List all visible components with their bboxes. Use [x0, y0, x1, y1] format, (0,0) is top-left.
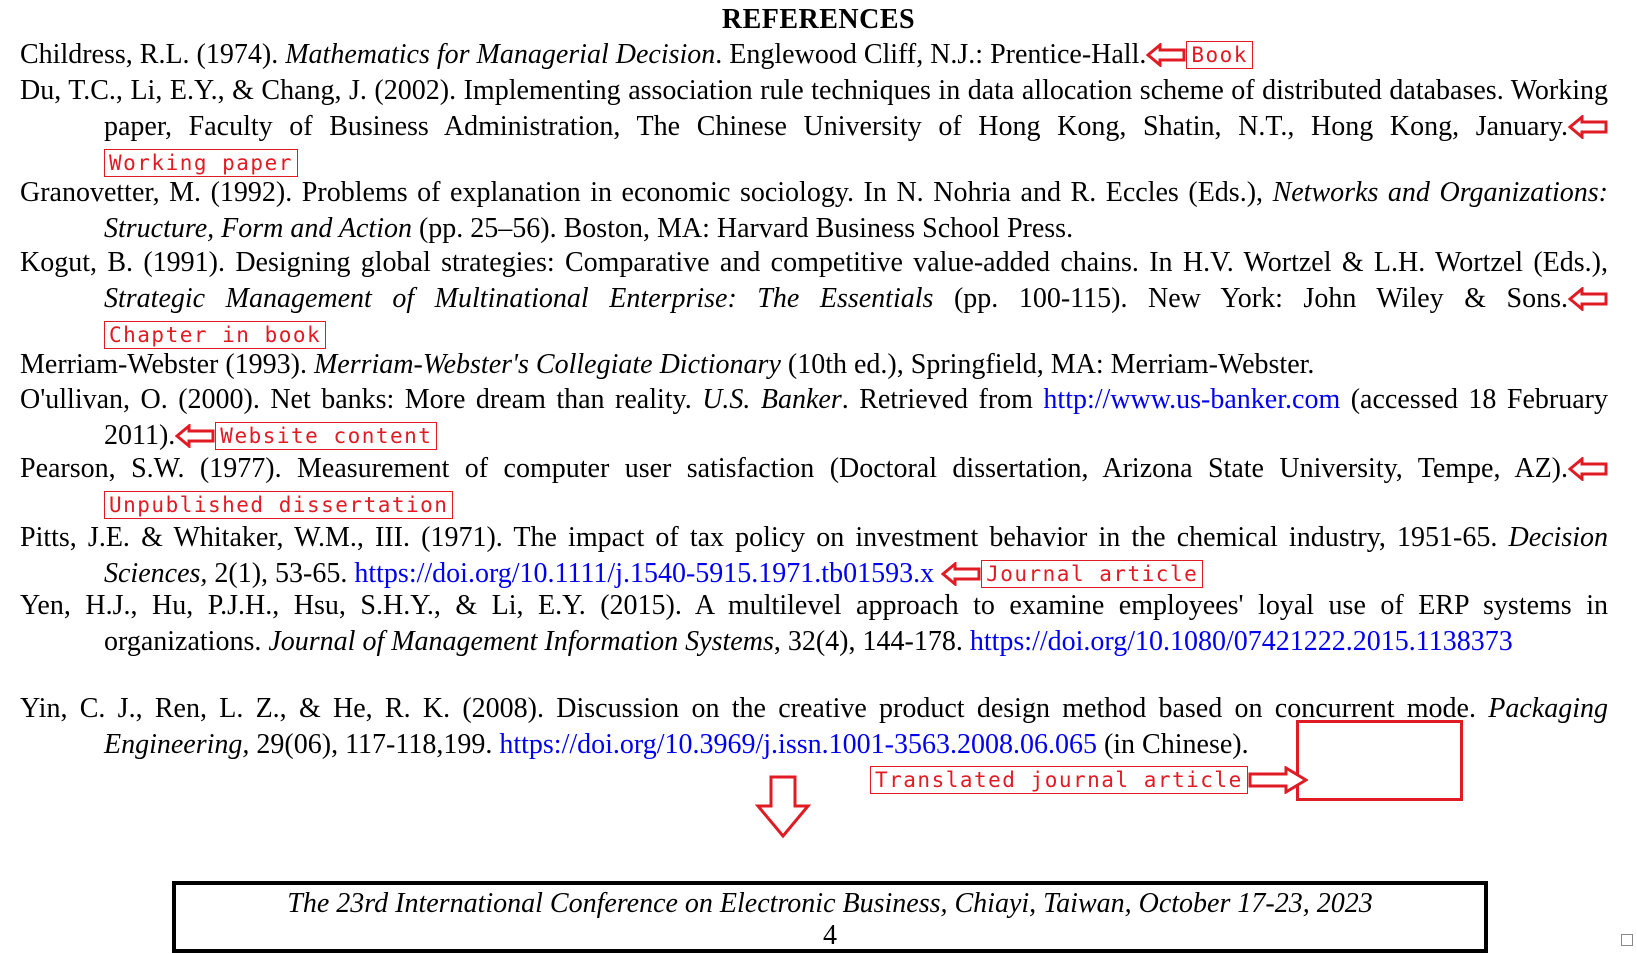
left-arrow-icon [175, 424, 215, 448]
left-arrow-icon [1146, 43, 1186, 67]
ref-title: U.S. Banker [702, 384, 842, 415]
ref-link[interactable]: http://www.us-banker.com [1043, 384, 1341, 415]
annotation-unpublished-dissertation: Unpublished dissertation [104, 491, 453, 519]
ref-authors: Yin, C. J., Ren, L. Z., & He, R. K. (2008). Discussion on the creative product design method based on concurrent mode. [20, 693, 1489, 724]
ref-title: Packaging Engineering, [104, 693, 1608, 760]
annotation-chapter-in-book: Chapter in book [104, 321, 326, 349]
references-heading: REFERENCES [721, 4, 916, 35]
reference-granovetter [20, 175, 1608, 247]
highlight-box [1296, 720, 1463, 801]
ref-authors: Yen, H.J., Hu, P.J.H., Hsu, S.H.Y., & Li, E.Y. (2015). A multilevel approach to examine employees' loyal use of ERP systems in organizations. [20, 590, 1608, 657]
ref-text: Du, T.C., Li, E.Y., & Chang, J. (2002). Implementing association rule techniques in data allocation scheme of distributed databases. Working paper, Faculty of Business Administration, The Chinese University of Hong Kong, Shatin, N.T., Hong Kong, January. [20, 75, 1608, 142]
reference-pearson [20, 451, 1608, 523]
ref-volume: , 32(4), 144-178. [773, 626, 970, 657]
ref-authors: O'ullivan, O. (2000). Net banks: More dream than reality. [20, 384, 703, 415]
annotation-translated-journal-article: Translated journal article [870, 766, 1248, 794]
ref-link[interactable]: https://doi.org/10.3969/j.issn.1001-3563.2008.06.065 [499, 729, 1097, 760]
left-arrow-icon [1568, 287, 1608, 311]
ref-title: Networks and Organizations: Structure, Form and Action [104, 177, 1609, 244]
ref-authors: Kogut, B. (1991). Designing global strategies: Comparative and competitive value-added chains. In H.V. Wortzel & L.H. Wortzel (Eds.), [20, 247, 1608, 278]
down-arrow-icon [755, 774, 811, 840]
ref-volume: 29(06), 117-118,199. [249, 729, 500, 760]
ref-title: Strategic Management of Multinational Enterprise: The Essentials [104, 283, 934, 314]
annotation-website-content: Website content [215, 422, 437, 450]
left-arrow-icon [1568, 457, 1608, 481]
ref-link[interactable]: https://doi.org/10.1080/07421222.2015.1138373 [969, 626, 1513, 657]
annotation-translated-row [870, 768, 1308, 800]
ref-title: Merriam-Webster's Collegiate Dictionary [313, 349, 781, 380]
ref-publisher: (pp. 25–56). Boston, MA: Harvard Business School Press. [411, 213, 1074, 244]
ref-authors: Merriam-Webster (1993). [20, 349, 314, 380]
reference-kogut [20, 245, 1608, 353]
reference-du [20, 73, 1608, 181]
ref-publisher: . Englewood Cliff, N.J.: Prentice-Hall. [715, 39, 1147, 70]
ref-text: Pearson, S.W. (1977). Measurement of computer user satisfaction (Doctoral dissertation, Arizona State University, Tempe, AZ). [20, 453, 1568, 484]
ref-link[interactable]: https://doi.org/10.1111/j.1540-5915.1971.tb01593.x [354, 558, 935, 589]
ref-volume: 2(1), 53-65. [207, 558, 355, 589]
annotation-working-paper: Working paper [104, 149, 298, 177]
ref-publisher: (10th ed.), Springfield, MA: Merriam-Webster. [780, 349, 1315, 380]
corner-mark [1621, 934, 1633, 946]
annotation-journal-article: Journal article [981, 560, 1203, 588]
reference-yen [20, 588, 1608, 660]
left-arrow-icon [1568, 115, 1608, 139]
ref-title: Mathematics for Managerial Decision [285, 39, 716, 70]
ref-text: . Retrieved from [841, 384, 1044, 415]
ref-authors: Childress, R.L. (1974). [20, 39, 286, 70]
ref-authors: Granovetter, M. (1992). Problems of explanation in economic sociology. In N. Nohria and R. Eccles (Eds.), [20, 177, 1273, 208]
ref-language-note: (in Chinese). [1096, 729, 1249, 760]
ref-title: Journal of Management Information Systems [268, 626, 774, 657]
reference-oullivan [20, 382, 1608, 454]
annotation-book: Book [1186, 41, 1253, 69]
left-arrow-icon [941, 562, 981, 586]
ref-authors: Pitts, J.E. & Whitaker, W.M., III. (1971). The impact of tax policy on investment behavior in the chemical industry, 1951-65. [20, 522, 1509, 553]
ref-title: Decision Sciences, [104, 522, 1608, 589]
conference-footer: The 23rd International Conference on Electronic Business, Chiayi, Taiwan, October 17-23, 2023 [287, 888, 1373, 919]
page-number: 4 [823, 920, 837, 951]
reference-merriam-webster [20, 347, 1608, 383]
reference-pitts [20, 520, 1608, 592]
footer-box [172, 881, 1488, 953]
reference-childress [20, 37, 1608, 73]
right-arrow-icon [1248, 766, 1308, 794]
ref-publisher: (pp. 100-115). New York: John Wiley & Sons. [933, 283, 1569, 314]
ref-access-date: (accessed 18 February 2011). [104, 384, 1608, 451]
